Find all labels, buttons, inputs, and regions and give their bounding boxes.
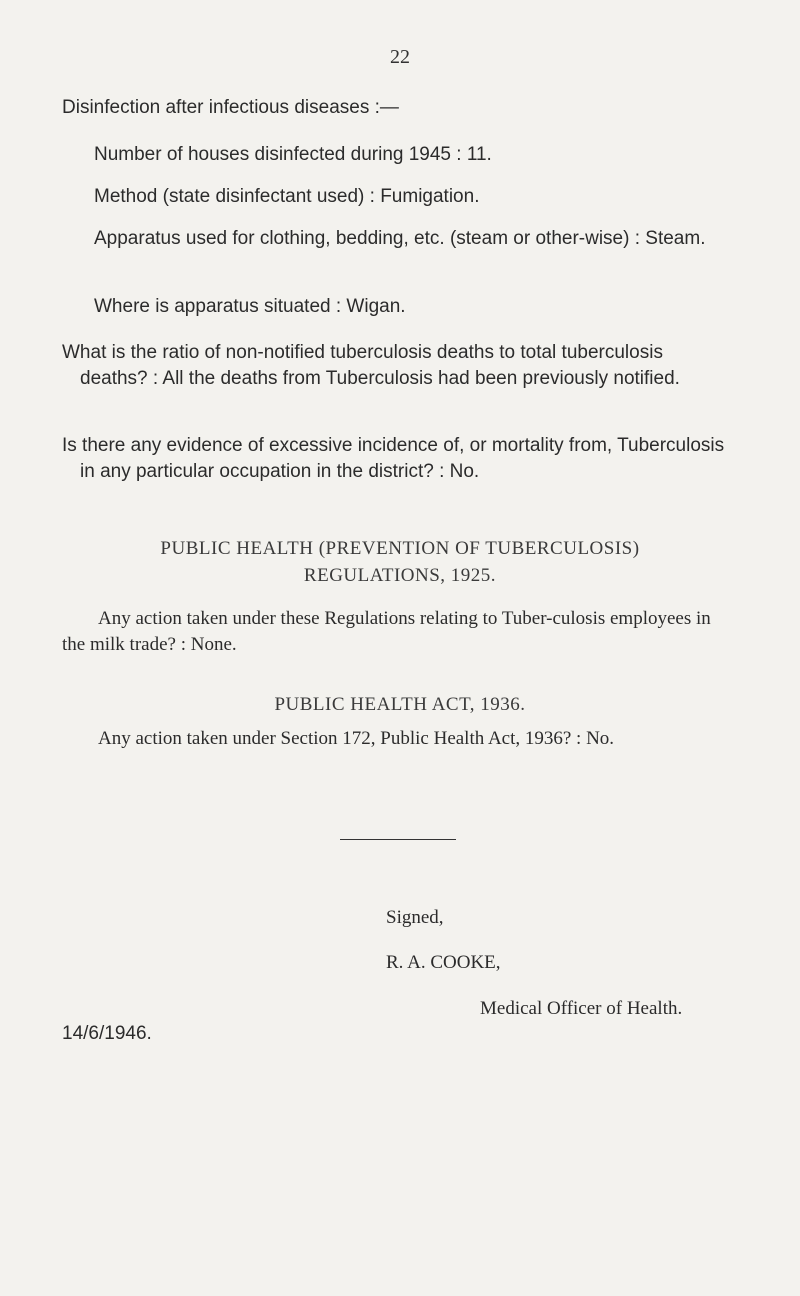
signed-label: Signed, [386, 907, 444, 928]
tb-occupation-question: Is there any evidence of excessive incidence of, or mortality from, Tuberculosis in any particular occupation in the district? : No. [62, 435, 725, 482]
regulations-text: Any action taken under these Regulations relating to Tuber-culosis employees in the milk trade? : None. [62, 608, 711, 655]
signatory-name: R. A. COOKE, [386, 952, 501, 973]
houses-disinfected: Number of houses disinfected during 1945 : 11. [94, 144, 492, 165]
signatory-position: Medical Officer of Health. [480, 998, 683, 1019]
apparatus-location: Where is apparatus situated : Wigan. [94, 296, 406, 317]
divider-rule [340, 839, 456, 840]
regulations-title-line1: PUBLIC HEALTH (PREVENTION OF TUBERCULOSIS) [160, 538, 640, 559]
report-date: 14/6/1946. [62, 1023, 152, 1044]
page-number: 22 [390, 46, 410, 68]
disinfection-apparatus: Apparatus used for clothing, bedding, etc. (steam or other-wise) : Steam. [94, 228, 706, 249]
regulations-title-line2: REGULATIONS, 1925. [303, 565, 497, 586]
act-1936-text: Any action taken under Section 172, Public Health Act, 1936? : No. [98, 728, 615, 749]
tb-ratio-question: What is the ratio of non-notified tuberculosis deaths to total tuberculosis deaths? : All the deaths from Tuberculosis had been previously notified. [62, 342, 680, 389]
disinfection-method: Method (state disinfectant used) : Fumigation. [94, 186, 480, 207]
act-1936-title: PUBLIC HEALTH ACT, 1936. [274, 694, 526, 715]
disinfection-heading: Disinfection after infectious diseases :— [62, 97, 399, 118]
